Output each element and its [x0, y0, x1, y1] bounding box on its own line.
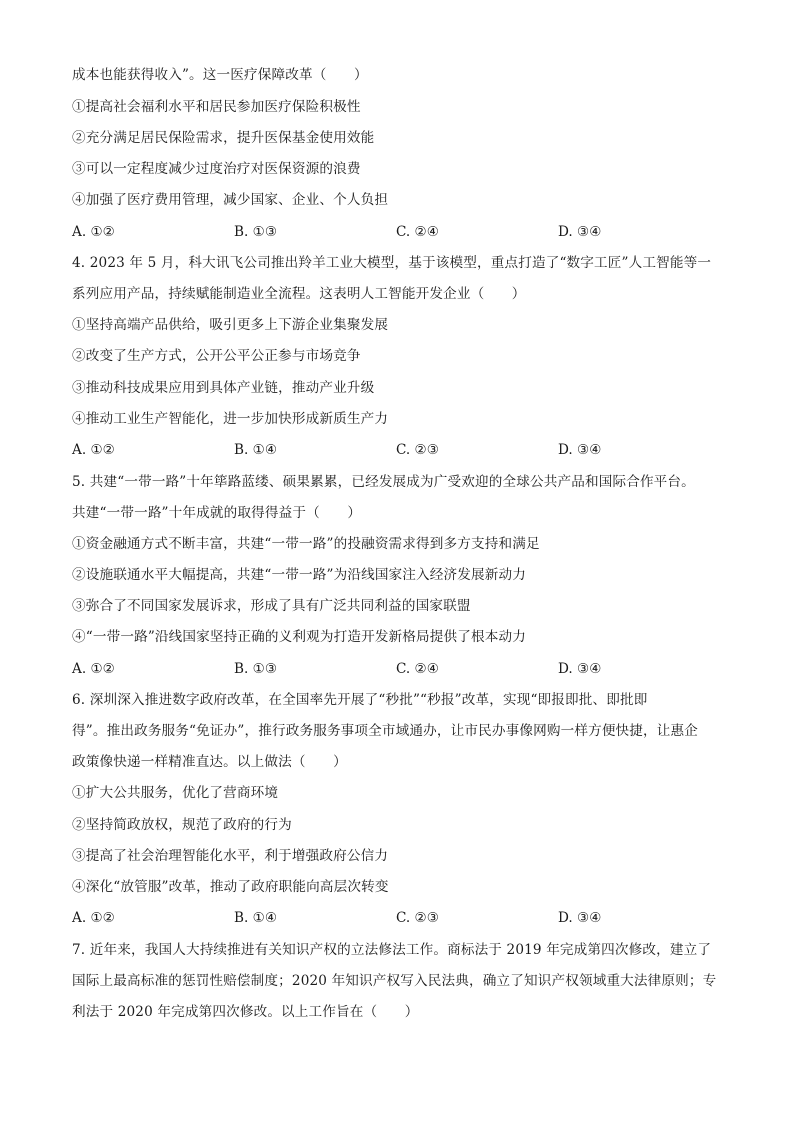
question-5-option-a: A. ①② [72, 661, 115, 677]
question-5-option-d: D. ③④ [558, 661, 602, 677]
question-5-option-c: C. ②④ [396, 661, 439, 677]
question-4-stem-line-2: 系列应用产品，持续赋能制造业全流程。这表明人工智能开发企业（ ） [72, 286, 526, 302]
question-3-option-b: B. ①③ [234, 224, 278, 240]
question-6-stem-line-1: 6. 深圳深入推进数字政府改革，在全国率先开展了“秒批”“秒报”改革，实现“即报即批、即批即 [72, 692, 648, 708]
question-5-statement-1: ①资金融通方式不断丰富，共建“一带一路”的投融资需求得到多方支持和满足 [72, 536, 540, 552]
question-3-statement-1: ①提高社会福利水平和居民参加医疗保险积极性 [72, 99, 361, 115]
question-4-option-a: A. ①② [72, 442, 115, 458]
question-3-stem-tail: 成本也能获得收入”。这一医疗保障改革（ ） [72, 67, 368, 83]
question-4-statement-4: ④推动工业生产智能化，进一步加快形成新质生产力 [72, 411, 389, 427]
question-4-option-b: B. ①④ [234, 442, 278, 458]
question-3-statement-3: ③可以一定程度减少过度治疗对医保资源的浪费 [72, 161, 361, 177]
question-5-option-b: B. ①③ [234, 661, 278, 677]
question-5-stem-line-1: 5. 共建“一带一路”十年筚路蓝缕、硕果累累，已经发展成为广受欢迎的全球公共产品和国际合作平台。 [72, 474, 695, 490]
question-6-stem-line-3: 政策像快递一样精准直达。以上做法（ ） [72, 754, 347, 770]
question-6-option-a: A. ①② [72, 910, 115, 926]
question-6-option-d: D. ③④ [558, 910, 602, 926]
question-7-stem-line-2: 国际上最高标准的惩罚性赔偿制度；2020 年知识产权写入民法典，确立了知识产权领域重大法律原则；专 [72, 973, 717, 989]
question-3-option-c: C. ②④ [396, 224, 439, 240]
question-3-option-a: A. ①② [72, 224, 115, 240]
question-6-statement-3: ③提高了社会治理智能化水平，利于增强政府公信力 [72, 848, 389, 864]
question-6-option-c: C. ②③ [396, 910, 439, 926]
question-4-option-c: C. ②③ [396, 442, 439, 458]
question-7-stem-line-3: 利法于 2020 年完成第四次修改。以上工作旨在（ ） [72, 1004, 419, 1020]
question-6-statement-4: ④深化“放管服”改革，推动了政府职能向高层次转变 [72, 879, 389, 895]
question-3-option-d: D. ③④ [558, 224, 602, 240]
question-3-statement-4: ④加强了医疗费用管理，减少国家、企业、个人负担 [72, 192, 389, 208]
question-4-option-d: D. ③④ [558, 442, 602, 458]
question-5-statement-3: ③弥合了不同国家发展诉求，形成了具有广泛共同利益的国家联盟 [72, 598, 471, 614]
question-6-stem-line-2: 得”。推出政务服务“免证办”，推行政务服务事项全市域通办，让市民办事像网购一样方便快捷，让惠企 [72, 723, 699, 739]
question-5-statement-4: ④“一带一路”沿线国家坚持正确的义利观为打造开发新格局提供了根本动力 [72, 629, 526, 645]
question-5-statement-2: ②设施联通水平大幅提高，共建“一带一路”为沿线国家注入经济发展新动力 [72, 567, 526, 583]
question-5-stem-line-2: 共建“一带一路”十年成就的取得得益于（ ） [72, 505, 362, 521]
question-4-statement-3: ③推动科技成果应用到具体产业链，推动产业升级 [72, 380, 375, 396]
question-4-statement-2: ②改变了生产方式，公开公平公正参与市场竞争 [72, 348, 361, 364]
question-7-stem-line-1: 7. 近年来，我国人大持续推进有关知识产权的立法修法工作。商标法于 2019 年完成第四次修改，建立了 [72, 942, 712, 958]
question-6-statement-2: ②坚持简政放权，规范了政府的行为 [72, 817, 292, 833]
question-3-statement-2: ②充分满足居民保险需求，提升医保基金使用效能 [72, 130, 375, 146]
question-6-statement-1: ①扩大公共服务，优化了营商环境 [72, 785, 279, 801]
question-4-statement-1: ①坚持高端产品供给，吸引更多上下游企业集聚发展 [72, 317, 389, 333]
question-4-stem-line-1: 4. 2023 年 5 月，科大讯飞公司推出羚羊工业大模型，基于该模型，重点打造了“数字工匠”人工智能等一 [72, 255, 712, 271]
question-6-option-b: B. ①④ [234, 910, 278, 926]
